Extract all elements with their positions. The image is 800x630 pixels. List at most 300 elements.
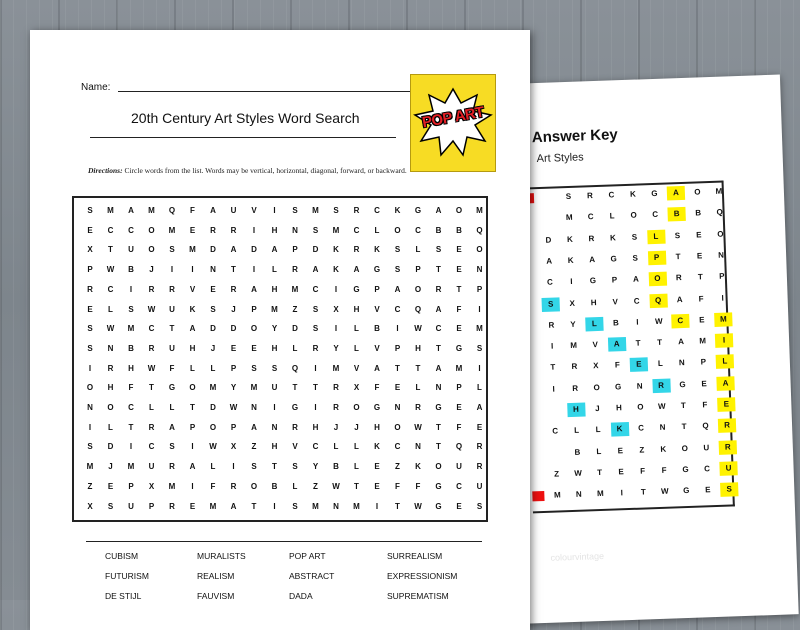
grid-letter[interactable]: F — [415, 481, 421, 491]
grid-letter[interactable]: I — [396, 324, 399, 334]
grid-letter[interactable]: I — [375, 501, 379, 511]
grid-letter[interactable]: L — [292, 343, 298, 353]
grid-letter[interactable]: T — [415, 363, 421, 373]
grid-letter[interactable]: H — [189, 343, 196, 353]
grid-letter[interactable]: S — [87, 442, 93, 452]
grid-letter[interactable]: W — [414, 501, 422, 511]
grid-letter[interactable]: D — [230, 324, 237, 334]
grid-letter[interactable]: I — [129, 442, 133, 452]
grid-letter[interactable]: M — [332, 225, 340, 235]
grid-letter[interactable]: D — [312, 245, 319, 255]
grid-letter[interactable]: I — [191, 442, 194, 452]
grid-letter[interactable]: R — [415, 403, 421, 412]
grid-letter[interactable]: H — [415, 343, 421, 353]
grid-letter[interactable]: P — [128, 481, 134, 491]
grid-letter[interactable]: Z — [313, 481, 318, 491]
grid-letter[interactable]: O — [435, 462, 442, 472]
grid-letter[interactable]: R — [292, 422, 298, 432]
grid-letter[interactable]: C — [107, 284, 114, 294]
grid-letter[interactable]: L — [415, 245, 421, 255]
grid-letter[interactable]: S — [476, 501, 483, 511]
grid-letter[interactable]: X — [87, 245, 93, 255]
grid-letter[interactable]: E — [189, 501, 196, 511]
grid-letter[interactable]: A — [230, 245, 237, 255]
grid-letter[interactable]: M — [332, 363, 340, 373]
grid-letter[interactable]: E — [189, 225, 196, 235]
grid-letter[interactable]: N — [271, 422, 278, 432]
grid-letter[interactable]: T — [395, 501, 400, 511]
grid-letter[interactable]: N — [87, 403, 93, 412]
grid-letter[interactable]: S — [476, 343, 483, 353]
grid-letter[interactable]: T — [436, 343, 441, 353]
grid-letter[interactable]: T — [251, 501, 257, 511]
grid-letter[interactable]: B — [456, 225, 462, 235]
grid-letter[interactable]: R — [230, 481, 237, 491]
grid-letter[interactable]: I — [273, 403, 276, 412]
grid-letter[interactable]: U — [230, 206, 237, 215]
grid-letter[interactable]: F — [169, 363, 175, 373]
grid-letter[interactable]: P — [456, 383, 462, 393]
grid-letter[interactable]: S — [128, 304, 134, 314]
grid-letter[interactable]: I — [252, 265, 256, 275]
grid-letter[interactable]: F — [456, 422, 462, 432]
grid-letter[interactable]: W — [147, 304, 156, 314]
grid-letter[interactable]: P — [374, 284, 380, 294]
grid-letter[interactable]: G — [435, 481, 442, 491]
grid-letter[interactable]: C — [374, 206, 380, 215]
grid-letter[interactable]: J — [333, 422, 339, 432]
grid-letter[interactable]: N — [107, 343, 114, 353]
grid-letter[interactable]: U — [476, 481, 483, 491]
grid-letter[interactable]: X — [353, 383, 360, 393]
grid-letter[interactable]: R — [230, 225, 237, 235]
grid-letter[interactable]: S — [312, 225, 319, 235]
grid-letter[interactable]: E — [374, 462, 380, 472]
grid-letter[interactable]: R — [333, 403, 339, 412]
grid-letter[interactable]: N — [210, 265, 216, 275]
grid-letter[interactable]: E — [456, 501, 462, 511]
grid-letter[interactable]: R — [107, 363, 114, 373]
grid-letter[interactable]: X — [333, 304, 339, 314]
grid-letter[interactable]: I — [129, 284, 133, 294]
grid-letter[interactable]: O — [148, 245, 155, 255]
grid-letter[interactable]: I — [232, 462, 235, 472]
grid-letter[interactable]: T — [190, 403, 195, 412]
grid-letter[interactable]: S — [251, 462, 257, 472]
grid-letter[interactable]: I — [334, 324, 338, 334]
grid-letter[interactable]: G — [435, 501, 442, 511]
grid-letter[interactable]: M — [353, 501, 360, 511]
grid-letter[interactable]: M — [148, 206, 155, 215]
grid-letter[interactable]: L — [108, 304, 113, 314]
grid-letter[interactable]: G — [373, 403, 381, 412]
grid-letter[interactable]: Q — [455, 442, 463, 452]
grid-letter[interactable]: S — [292, 206, 298, 215]
grid-letter[interactable]: A — [435, 206, 442, 215]
grid-letter[interactable]: M — [271, 304, 278, 314]
grid-letter[interactable]: K — [189, 304, 196, 314]
grid-letter[interactable]: T — [436, 265, 441, 275]
grid-letter[interactable]: V — [374, 343, 380, 353]
grid-letter[interactable]: K — [374, 442, 380, 452]
grid-letter[interactable]: W — [229, 403, 238, 412]
grid-letter[interactable]: P — [148, 501, 155, 511]
grid-letter[interactable]: G — [435, 403, 442, 412]
grid-letter[interactable]: O — [148, 225, 155, 235]
grid-letter[interactable]: M — [476, 324, 483, 334]
grid-letter[interactable]: H — [271, 442, 278, 452]
grid-letter[interactable]: I — [334, 284, 338, 294]
grid-letter[interactable]: L — [272, 265, 277, 275]
grid-letter[interactable]: B — [374, 324, 380, 334]
grid-letter[interactable]: L — [169, 403, 175, 412]
grid-letter[interactable]: C — [312, 442, 319, 452]
grid-letter[interactable]: O — [353, 403, 360, 412]
grid-letter[interactable]: G — [168, 383, 176, 393]
grid-letter[interactable]: F — [128, 383, 134, 393]
grid-letter[interactable]: E — [476, 422, 483, 432]
grid-letter[interactable]: T — [149, 383, 154, 393]
grid-letter[interactable]: C — [456, 481, 462, 491]
grid-letter[interactable]: Y — [271, 324, 278, 334]
grid-letter[interactable]: L — [210, 363, 216, 373]
grid-letter[interactable]: I — [478, 363, 481, 373]
grid-letter[interactable]: I — [273, 206, 276, 215]
grid-letter[interactable]: J — [354, 422, 359, 432]
grid-letter[interactable]: R — [353, 206, 360, 215]
grid-letter[interactable]: K — [394, 206, 401, 215]
grid-letter[interactable]: O — [86, 383, 94, 393]
grid-letter[interactable]: R — [148, 343, 155, 353]
grid-letter[interactable]: X — [148, 481, 155, 491]
grid-letter[interactable]: M — [455, 363, 463, 373]
grid-letter[interactable]: Q — [414, 304, 422, 314]
grid-letter[interactable]: S — [87, 343, 93, 353]
grid-letter[interactable]: H — [271, 284, 278, 294]
grid-letter[interactable]: M — [312, 206, 319, 215]
grid-letter[interactable]: Z — [87, 481, 93, 491]
grid-letter[interactable]: M — [209, 501, 217, 511]
grid-letter[interactable]: R — [148, 284, 155, 294]
grid-letter[interactable]: W — [332, 481, 340, 491]
grid-letter[interactable]: C — [148, 324, 155, 334]
grid-letter[interactable]: Q — [476, 225, 483, 235]
grid-letter[interactable]: A — [435, 363, 442, 373]
grid-letter[interactable]: B — [333, 462, 339, 472]
grid-letter[interactable]: R — [148, 422, 155, 432]
grid-letter[interactable]: L — [149, 403, 154, 412]
grid-letter[interactable]: B — [435, 225, 442, 235]
grid-letter[interactable]: A — [189, 324, 196, 334]
grid-letter[interactable]: F — [190, 206, 195, 215]
grid-letter[interactable]: W — [106, 265, 115, 275]
grid-letter[interactable]: S — [210, 304, 216, 314]
grid-letter[interactable]: C — [435, 324, 442, 334]
grid-letter[interactable]: M — [476, 206, 483, 215]
grid-letter[interactable]: U — [169, 343, 175, 353]
grid-letter[interactable]: S — [394, 245, 401, 255]
grid-letter[interactable]: C — [394, 304, 401, 314]
grid-letter[interactable]: A — [271, 245, 278, 255]
grid-letter[interactable]: L — [477, 383, 482, 393]
grid-letter[interactable]: C — [107, 225, 114, 235]
grid-letter[interactable]: R — [353, 245, 360, 255]
grid-letter[interactable]: I — [191, 265, 194, 275]
grid-letter[interactable]: S — [169, 245, 175, 255]
grid-letter[interactable]: P — [230, 363, 237, 373]
grid-letter[interactable]: X — [87, 501, 93, 511]
grid-letter[interactable]: T — [313, 383, 318, 393]
grid-letter[interactable]: A — [394, 284, 401, 294]
grid-letter[interactable]: E — [456, 324, 462, 334]
grid-letter[interactable]: K — [333, 245, 339, 255]
grid-letter[interactable]: R — [169, 462, 175, 472]
grid-letter[interactable]: D — [251, 245, 257, 255]
grid-letter[interactable]: N — [476, 265, 483, 275]
grid-letter[interactable]: L — [210, 462, 216, 472]
grid-letter[interactable]: T — [108, 245, 113, 255]
grid-letter[interactable]: C — [312, 284, 319, 294]
grid-letter[interactable]: T — [231, 265, 236, 275]
grid-letter[interactable]: E — [456, 245, 462, 255]
grid-letter[interactable]: E — [87, 304, 93, 314]
grid-letter[interactable]: N — [292, 225, 298, 235]
grid-letter[interactable]: J — [210, 343, 216, 353]
grid-letter[interactable]: P — [189, 422, 196, 432]
grid-letter[interactable]: E — [107, 481, 114, 491]
grid-letter[interactable]: L — [190, 363, 195, 373]
grid-letter[interactable]: R — [169, 284, 175, 294]
grid-letter[interactable]: X — [230, 442, 237, 452]
grid-letter[interactable]: V — [292, 442, 298, 452]
grid-letter[interactable]: L — [292, 481, 298, 491]
grid-letter[interactable]: S — [333, 206, 339, 215]
grid-letter[interactable]: L — [415, 383, 421, 393]
grid-letter[interactable]: S — [107, 501, 114, 511]
grid-letter[interactable]: J — [108, 462, 113, 472]
grid-letter[interactable]: F — [210, 481, 216, 491]
grid-letter[interactable]: J — [231, 304, 236, 314]
grid-letter[interactable]: L — [333, 442, 339, 452]
grid-letter[interactable]: T — [395, 363, 400, 373]
grid-letter[interactable]: I — [170, 265, 174, 275]
grid-letter[interactable]: C — [128, 403, 134, 412]
grid-letter[interactable]: C — [148, 442, 155, 452]
grid-letter[interactable]: B — [271, 481, 278, 491]
grid-letter[interactable]: S — [292, 462, 298, 472]
grid-letter[interactable]: D — [292, 324, 298, 334]
grid-letter[interactable]: R — [312, 343, 319, 353]
grid-letter[interactable]: T — [436, 442, 441, 452]
grid-letter[interactable]: U — [148, 462, 155, 472]
grid-letter[interactable]: S — [251, 363, 257, 373]
grid-letter[interactable]: A — [210, 206, 216, 215]
grid-letter[interactable]: N — [394, 403, 401, 412]
grid-letter[interactable]: D — [210, 403, 216, 412]
grid-letter[interactable]: S — [312, 324, 319, 334]
grid-letter[interactable]: E — [394, 383, 401, 393]
grid-letter[interactable]: Y — [312, 462, 319, 472]
grid-letter[interactable]: P — [292, 245, 298, 255]
grid-letter[interactable]: C — [128, 225, 134, 235]
grid-letter[interactable]: W — [106, 324, 115, 334]
grid-letter[interactable]: C — [353, 225, 360, 235]
grid-letter[interactable]: I — [191, 481, 194, 491]
grid-letter[interactable]: E — [230, 343, 237, 353]
grid-letter[interactable]: P — [415, 265, 421, 275]
grid-letter[interactable]: I — [478, 304, 481, 314]
grid-letter[interactable]: G — [373, 265, 381, 275]
grid-letter[interactable]: U — [456, 462, 462, 472]
grid-letter[interactable]: A — [169, 422, 175, 432]
grid-letter[interactable]: S — [435, 245, 442, 255]
grid-letter[interactable]: L — [354, 442, 359, 452]
grid-letter[interactable]: R — [292, 265, 298, 275]
grid-letter[interactable]: S — [169, 442, 175, 452]
grid-letter[interactable]: M — [168, 225, 176, 235]
grid-letter[interactable]: A — [251, 284, 257, 294]
grid-letter[interactable]: F — [456, 304, 462, 314]
grid-letter[interactable]: S — [271, 363, 278, 373]
grid-letter[interactable]: E — [456, 403, 462, 412]
grid-letter[interactable]: A — [435, 304, 442, 314]
grid-letter[interactable]: L — [108, 422, 113, 432]
grid-letter[interactable]: Y — [230, 383, 237, 393]
grid-letter[interactable]: H — [353, 304, 360, 314]
grid-letter[interactable]: V — [251, 206, 257, 215]
grid-letter[interactable]: D — [210, 324, 216, 334]
grid-letter[interactable]: O — [394, 225, 401, 235]
grid-letter[interactable]: O — [107, 403, 114, 412]
grid-letter[interactable]: I — [273, 501, 276, 511]
grid-letter[interactable]: A — [251, 422, 257, 432]
grid-letter[interactable]: A — [374, 363, 380, 373]
grid-letter[interactable]: A — [189, 462, 196, 472]
grid-letter[interactable]: H — [374, 422, 380, 432]
grid-letter[interactable]: Z — [395, 462, 400, 472]
grid-letter[interactable]: P — [251, 304, 257, 314]
grid-letter[interactable]: J — [149, 265, 154, 275]
grid-letter[interactable]: E — [87, 225, 93, 235]
grid-letter[interactable]: W — [414, 324, 422, 334]
grid-letter[interactable]: E — [456, 265, 462, 275]
grid-letter[interactable]: N — [333, 501, 339, 511]
grid-letter[interactable]: I — [314, 363, 317, 373]
grid-letter[interactable]: D — [107, 442, 114, 452]
grid-letter[interactable]: E — [374, 481, 380, 491]
grid-letter[interactable]: R — [87, 284, 93, 294]
grid-letter[interactable]: O — [250, 324, 258, 334]
grid-letter[interactable]: Q — [168, 206, 176, 215]
grid-letter[interactable]: A — [312, 265, 319, 275]
grid-letter[interactable]: B — [128, 265, 134, 275]
grid-letter[interactable]: K — [415, 462, 421, 472]
grid-letter[interactable]: A — [353, 265, 360, 275]
grid-letter[interactable]: G — [414, 206, 422, 215]
grid-letter[interactable]: O — [476, 245, 483, 255]
grid-letter[interactable]: S — [87, 324, 93, 334]
grid-letter[interactable]: M — [312, 501, 319, 511]
grid-letter[interactable]: M — [127, 462, 135, 472]
grid-letter[interactable]: I — [88, 363, 92, 373]
grid-letter[interactable]: M — [168, 481, 176, 491]
grid-letter[interactable]: K — [374, 245, 380, 255]
grid-letter[interactable]: U — [128, 245, 134, 255]
grid-letter[interactable]: T — [354, 481, 359, 491]
grid-letter[interactable]: I — [252, 225, 256, 235]
grid-letter[interactable]: U — [128, 501, 134, 511]
grid-letter[interactable]: M — [209, 383, 217, 393]
grid-letter[interactable]: O — [414, 284, 422, 294]
grid-letter[interactable]: N — [435, 383, 442, 393]
grid-letter[interactable]: Q — [291, 363, 299, 373]
grid-letter[interactable]: Z — [251, 442, 257, 452]
grid-letter[interactable]: K — [333, 265, 339, 275]
grid-letter[interactable]: H — [271, 225, 278, 235]
grid-letter[interactable]: R — [230, 284, 237, 294]
grid-letter[interactable]: G — [291, 403, 299, 412]
grid-letter[interactable]: M — [250, 383, 258, 393]
grid-letter[interactable]: P — [87, 265, 93, 275]
grid-letter[interactable]: O — [250, 481, 258, 491]
grid-letter[interactable]: T — [128, 422, 134, 432]
grid-letter[interactable]: T — [292, 383, 298, 393]
grid-letter[interactable]: S — [394, 265, 401, 275]
grid-letter[interactable]: L — [374, 225, 380, 235]
grid-letter[interactable]: M — [291, 284, 299, 294]
grid-letter[interactable]: C — [415, 225, 421, 235]
grid-letter[interactable]: T — [436, 422, 441, 432]
grid-letter[interactable]: I — [88, 422, 92, 432]
grid-letter[interactable]: S — [292, 501, 298, 511]
grid-letter[interactable]: C — [394, 442, 401, 452]
grid-letter[interactable]: E — [210, 284, 216, 294]
grid-letter[interactable]: A — [230, 501, 237, 511]
grid-letter[interactable]: M — [127, 324, 135, 334]
grid-letter[interactable]: L — [354, 462, 359, 472]
grid-letter[interactable]: O — [189, 383, 196, 393]
grid-letter[interactable]: L — [354, 343, 359, 353]
grid-letter[interactable]: P — [230, 422, 237, 432]
grid-letter[interactable]: V — [374, 304, 380, 314]
grid-letter[interactable]: H — [271, 343, 278, 353]
grid-letter[interactable]: M — [107, 206, 114, 215]
grid-letter[interactable]: R — [476, 442, 483, 452]
grid-letter[interactable]: E — [251, 343, 257, 353]
grid-letter[interactable]: G — [353, 284, 360, 294]
grid-letter[interactable]: R — [210, 225, 216, 235]
grid-letter[interactable]: Y — [333, 343, 339, 353]
grid-letter[interactable]: W — [147, 363, 156, 373]
grid-letter[interactable]: O — [394, 422, 401, 432]
grid-letter[interactable]: H — [107, 383, 114, 393]
grid-letter[interactable]: T — [169, 324, 175, 334]
grid-letter[interactable]: S — [312, 304, 319, 314]
grid-letter[interactable]: H — [312, 422, 319, 432]
grid-letter[interactable]: R — [435, 284, 442, 294]
grid-letter[interactable]: R — [169, 501, 175, 511]
grid-letter[interactable]: U — [271, 383, 278, 393]
grid-letter[interactable]: W — [414, 422, 422, 432]
grid-letter[interactable]: S — [87, 206, 93, 215]
grid-letter[interactable]: D — [210, 245, 216, 255]
grid-letter[interactable]: I — [314, 403, 317, 412]
grid-letter[interactable]: R — [476, 462, 483, 472]
grid-letter[interactable]: M — [189, 245, 196, 255]
grid-letter[interactable]: U — [169, 304, 175, 314]
grid-letter[interactable]: N — [251, 403, 257, 412]
grid-letter[interactable]: V — [353, 363, 360, 373]
